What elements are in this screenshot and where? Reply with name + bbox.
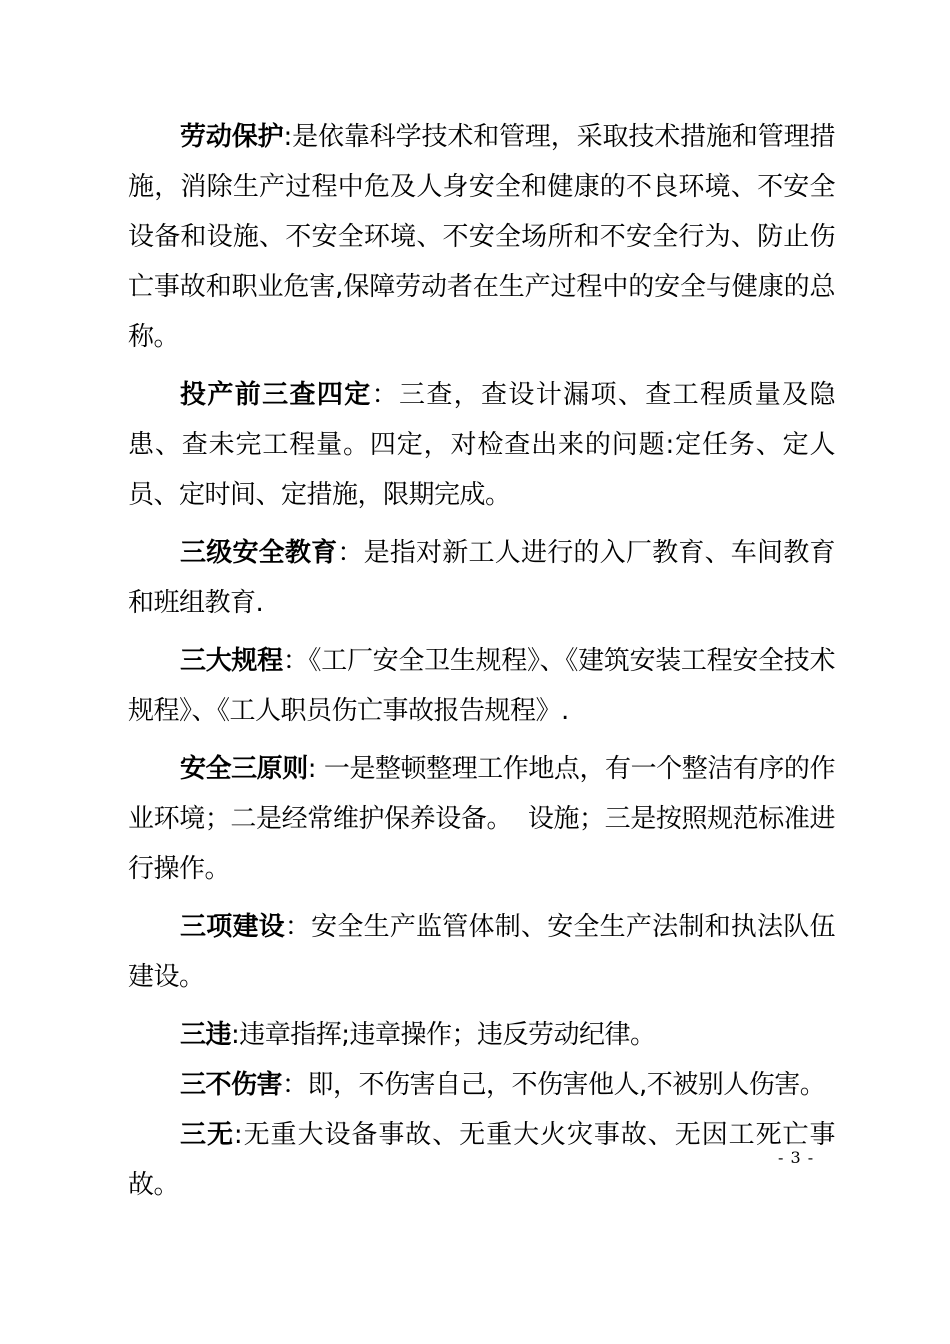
definition-text: :无重大设备事故、无重大火灾事故、无因工死亡事故。 bbox=[128, 1120, 835, 1200]
definition-paragraph bbox=[128, 112, 835, 362]
definition-term: 三级安全教育 bbox=[180, 538, 338, 568]
definition-paragraph bbox=[128, 528, 835, 628]
definition-text: ：即，不伤害自己，不伤害他人,不被别人伤害。 bbox=[282, 1070, 826, 1100]
definition-paragraph bbox=[128, 1110, 835, 1210]
definition-text: ：是指对新工人进行的入厂教育、车间教育和班组教育. bbox=[128, 538, 835, 618]
definition-term: 三无 bbox=[180, 1120, 234, 1150]
definition-term: 三不伤害 bbox=[180, 1070, 283, 1100]
definition-text: : 一是整顿整理工作地点，有一个整洁有序的作业环境；二是经常维护保养设备。 设施；三是按照规范标准进行操作。 bbox=[128, 754, 835, 884]
definition-term: 三大规程 bbox=[180, 646, 283, 676]
definition-term: 投产前三查四定 bbox=[180, 380, 372, 410]
definition-term: 三违 bbox=[180, 1020, 232, 1050]
definition-paragraph bbox=[128, 744, 835, 894]
definition-text: ：《工厂安全卫生规程》、《建筑安装工程安全技术规程》、《工人职员伤亡事故报告规程》. bbox=[128, 646, 835, 726]
definition-paragraph bbox=[128, 902, 835, 1002]
definition-paragraph bbox=[128, 1060, 835, 1110]
definition-text: :是依靠科学技术和管理，采取技术措施和管理措施，消除生产过程中危及人身安全和健康的不良环境、不安全设备和设施、不安全环境、不安全场所和不安全行为、防止伤亡事故和职业危害,保障劳动者在生产过程中的安全与健康的总称。 bbox=[128, 122, 835, 352]
definition-term: 三项建设 bbox=[180, 912, 285, 942]
definition-paragraph bbox=[128, 1010, 835, 1060]
page-number: - 3 - bbox=[778, 1148, 815, 1167]
definition-text: :违章指挥;违章操作；违反劳动纪律。 bbox=[231, 1020, 656, 1050]
document-body bbox=[128, 112, 835, 1210]
definition-paragraph bbox=[128, 370, 835, 520]
definition-text: ：安全生产监管体制、安全生产法制和执法队伍建设。 bbox=[128, 912, 835, 992]
definition-term: 劳动保护 bbox=[180, 122, 284, 152]
definition-term: 安全三原则 bbox=[180, 754, 308, 784]
definition-text: ：三查，查设计漏项、查工程质量及隐患、查未完工程量。四定，对检查出来的问题:定任务、定人员、定时间、定措施，限期完成。 bbox=[128, 380, 835, 510]
definition-paragraph bbox=[128, 636, 835, 736]
